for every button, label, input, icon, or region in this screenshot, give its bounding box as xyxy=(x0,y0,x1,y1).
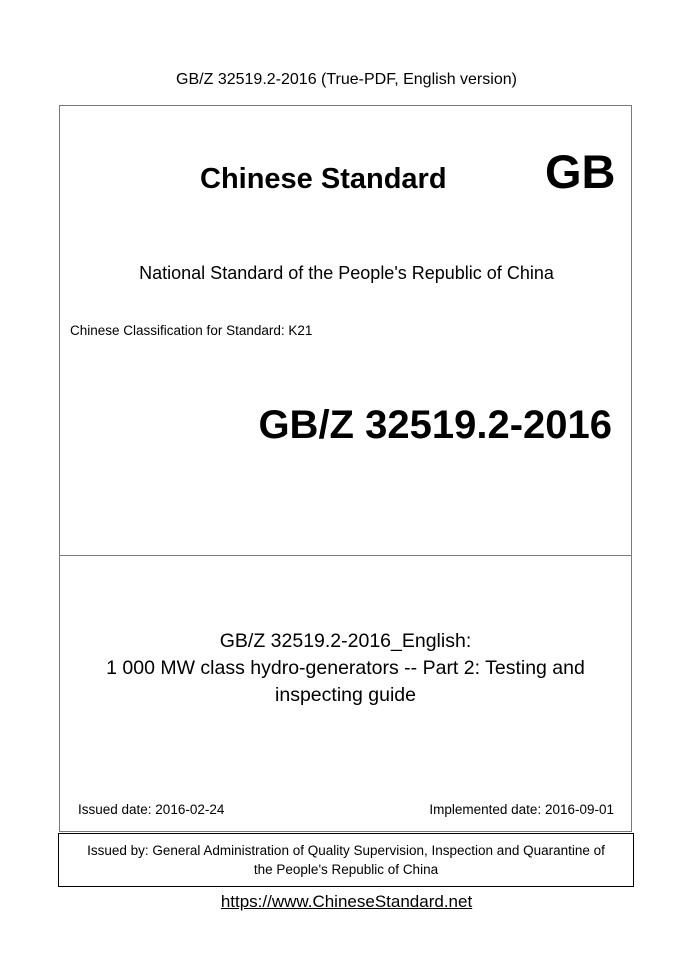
footer xyxy=(0,891,693,913)
document-header: GB/Z 32519.2-2016 (True-PDF, English version) xyxy=(176,71,517,88)
standard-number: GB/Z 32519.2-2016 xyxy=(258,403,612,447)
issuer-line-1: Issued by: General Administration of Quality Supervision, Inspection and Quarantine of xyxy=(87,843,605,858)
issued-date: Issued date: 2016-02-24 xyxy=(78,802,225,817)
classification-line: Chinese Classification for Standard: K21 xyxy=(70,323,313,338)
cover-frame xyxy=(59,105,632,832)
issuer-line-2: the People's Republic of China xyxy=(253,862,439,877)
cover-title: Chinese Standard xyxy=(200,163,447,195)
website-link[interactable]: https://www.ChineseStandard.net xyxy=(220,892,473,911)
frame-divider xyxy=(60,555,631,556)
document-title xyxy=(59,628,632,709)
implemented-date: Implemented date: 2016-09-01 xyxy=(429,802,614,817)
national-standard-line: National Standard of the People's Republic of China xyxy=(139,263,554,283)
document-title-line-1: GB/Z 32519.2-2016_English: xyxy=(219,630,472,652)
document-title-line-2: 1 000 MW class hydro-generators -- Part 2: Testing and xyxy=(106,657,585,679)
gb-mark: GB xyxy=(545,145,616,198)
document-title-line-3: inspecting guide xyxy=(275,684,416,706)
issuer-box xyxy=(58,833,634,887)
